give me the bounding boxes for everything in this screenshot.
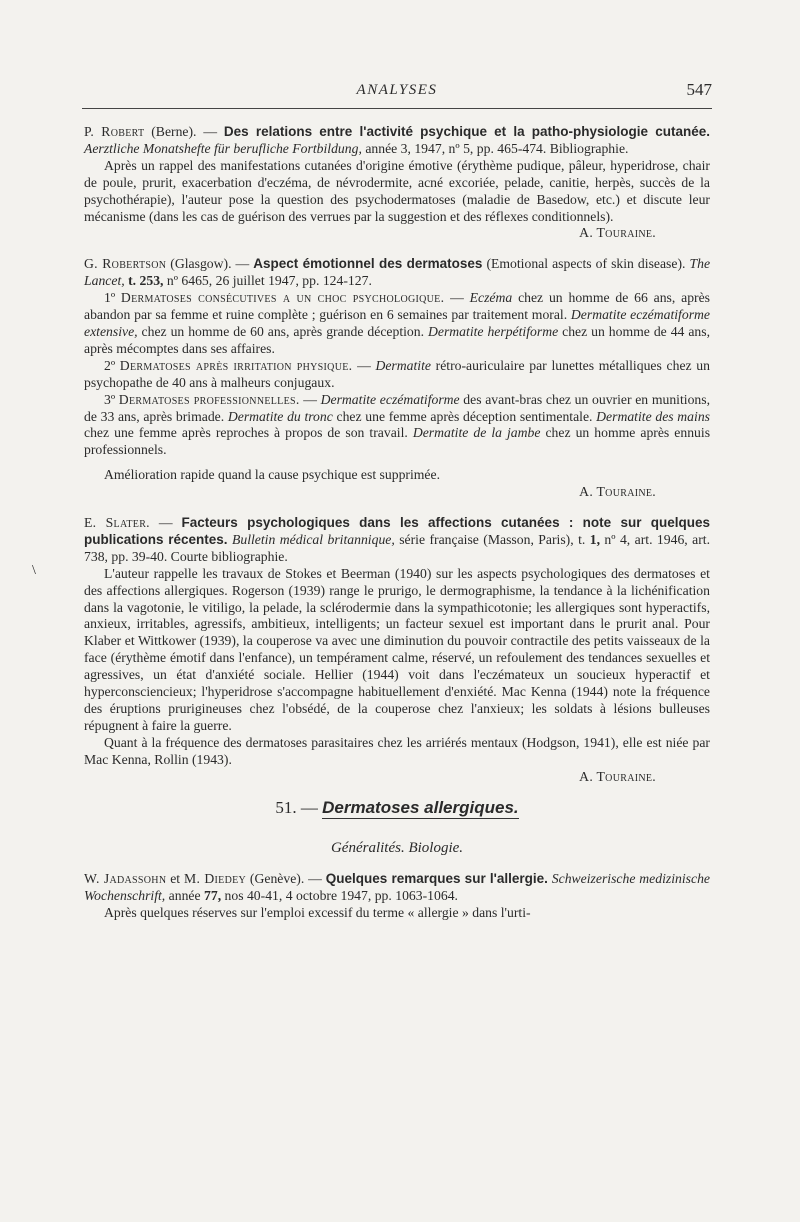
entry-citation: nº 6465, 26 juillet 1947, pp. 124-127.	[163, 273, 372, 289]
entry-volume: 1,	[589, 531, 600, 547]
entry-volume: t. 253,	[124, 273, 164, 289]
abstract-entry	[84, 256, 710, 501]
entry-author: W. Jadassohn	[84, 871, 167, 887]
entry-volume: 77,	[204, 888, 222, 904]
item-heading: Dermatoses après irritation physique.	[119, 357, 353, 373]
item-heading: Dermatoses professionnelles.	[118, 391, 300, 407]
entry-heading: W. Jadassohn et M. Diedey (Genève). — Quelques remarques sur l'allergie. Schweizerische medizinische Wochenschrift, année 77, nos 40-41, 4 octobre 1947, pp. 1063-1064.	[84, 871, 710, 904]
abstract-entry	[84, 515, 710, 786]
entry-heading	[84, 124, 710, 158]
entry-title: Facteurs psychologiques dans les affections cutanées : note sur quelques publications récentes.	[84, 515, 711, 547]
entry-heading: E. Slater. — Facteurs psychologiques dans les affections cutanées : note sur quelques publications récentes. Bulletin médical britannique, série française (Masson, Paris), t. 1, nº 4, art. 1946, art. 738, pp. 39-40. Courte bibliographie.	[84, 515, 711, 564]
page-number: 547	[686, 80, 712, 99]
entry-body: Après quelques réserves sur l'emploi excessif du terme « allergie » dans l'urti-	[104, 905, 531, 921]
entry-title: Des relations entre l'activité psychique et la patho-physiologie cutanée.	[223, 124, 710, 139]
entry-citation-pre: (Emotional aspects of skin disease).	[482, 256, 690, 272]
item-heading: Dermatoses consécutives a un choc psychologique.	[120, 290, 445, 306]
entry-signature: A. Touraine.	[579, 768, 656, 784]
entry-author: M. Diedey	[183, 871, 247, 887]
entry-place: —	[149, 515, 182, 531]
entry-signature: A. Touraine.	[579, 225, 656, 241]
entry-item: 2º Dermatoses après irritation physique. — Dermatite rétro-auriculaire par lunettes métalliques chez un psychopathe de 40 ans à malheurs conjugaux.	[84, 357, 710, 390]
entry-conclusion: Amélioration rapide quand la cause psychique est supprimée.	[104, 467, 440, 483]
running-title: ANALYSES	[356, 82, 438, 98]
entry-place: (Berne). —	[144, 124, 224, 139]
section-number: 51. —	[275, 797, 323, 817]
entry-journal: The Lancet,	[84, 256, 711, 289]
entry-heading	[84, 256, 710, 290]
entry-place: (Genève). —	[246, 871, 326, 887]
entry-body: L'auteur rappelle les travaux de Stokes et Beerman (1940) sur les aspects psychologiques des dermatoses et des affections allergiques. Rogerson (1939) range le prurigo, le dermographisme, la tendance à la lichénification dans la vagotonie, le vitiligo, la pelade, la sclérodermie dans la sympathicotonie; les allergiques sont hyperactifs, anxieux, irritables, agressifs, ambitieux, intelligents; un facteur sexuel est important dans le prurit anal. Pour Klaber et Wittkower (1939), la couperose va avec une diminution du pouvoir contractile des petits vaisseaux de la face (érythème émotif dans l'enfance), un tempérament calme, réservé, un refoulement des tendances sexuelles et agressives, un état d'anxiété sociale. Hellier (1944) voit dans l'eczémateux un soucieux hyperactif et hyperconsciencieux; l'hyperidrose s'accompagne habituellement d'enxiété. Mac Kenna (1944) note la fréquence des éruptions prurigineuses chez l'obsédé, de la couperose chez l'anxieux; les soldats à lésions bulleuses répugnent à faire la guerre.	[84, 565, 710, 733]
entry-title: Aspect émotionnel des dermatoses	[253, 256, 483, 272]
entry-place: (Glasgow). —	[166, 256, 254, 272]
entry-journal: Bulletin médical britannique,	[231, 531, 395, 547]
abstract-entry	[84, 871, 710, 922]
section-heading	[84, 797, 710, 817]
abstract-entry	[84, 124, 710, 242]
entry-citation: année 3, 1947, nº 5, pp. 465-474. Bibliographie.	[361, 140, 629, 156]
entry-body: Quant à la fréquence des dermatoses parasitaires chez les arriérés mentaux (Hodgson, 1941), elle est niée par Mac Kenna, Rollin (1943).	[84, 734, 710, 767]
entry-signature: A. Touraine.	[579, 484, 656, 500]
running-header	[82, 80, 712, 110]
entry-journal: Schweizerische medizinische Wochenschrift,	[84, 871, 710, 904]
entry-journal: Aerztliche Monatshefte für berufliche Fortbildung,	[84, 140, 362, 156]
entry-author: P. Robert	[84, 124, 145, 139]
subsection-heading: Généralités. Biologie.	[330, 840, 464, 857]
entry-body: Après un rappel des manifestations cutanées d'origine émotive (érythème pudique, pâleur, hyperidrose, chair de poule, prurit, exacerbation d'eczéma, de névrodermite, acné excoriée, pelade, canitie, herpès, succès de la psychothérapie), l'auteur pose la question des psychodermatoses (maladie de Basedow, etc.) et discute leur mécanisme (dans les cas de guérison des verrues par la suggestion et des réflexes conditionnels). A. Touraine.	[84, 157, 710, 241]
entry-author: E. Slater.	[84, 515, 150, 531]
entry-item: 3º Dermatoses professionnelles. — Dermatite eczématiforme des avant-bras chez un ouvrier en munitions, de 33 ans, après brimade. Dermatite du tronc chez une femme après déception sentimentale. Dermatite des mains chez une femme après reproches à propos de son travail. Dermatite de la jambe chez un homme après ennuis professionnels.	[84, 391, 711, 458]
page-body	[84, 124, 710, 931]
entry-author: G. Robertson	[84, 256, 167, 272]
header-rule	[82, 108, 712, 109]
section-title: Dermatoses allergiques.	[322, 797, 519, 817]
entry-item: 1º Dermatoses consécutives a un choc psychologique. — Eczéma chez un homme de 66 ans, après abandon par sa femme et ruine complète ; guérison en 6 semaines par traitement moral. Dermatite eczématiforme extensive, chez un homme de 60 ans, après grande déception. Dermatite herpétiforme chez un homme de 44 ans, après mécomptes dans ses affaires.	[84, 290, 711, 356]
margin-mark: \	[32, 563, 36, 578]
entry-title: Quelques remarques sur l'allergie.	[325, 871, 548, 887]
